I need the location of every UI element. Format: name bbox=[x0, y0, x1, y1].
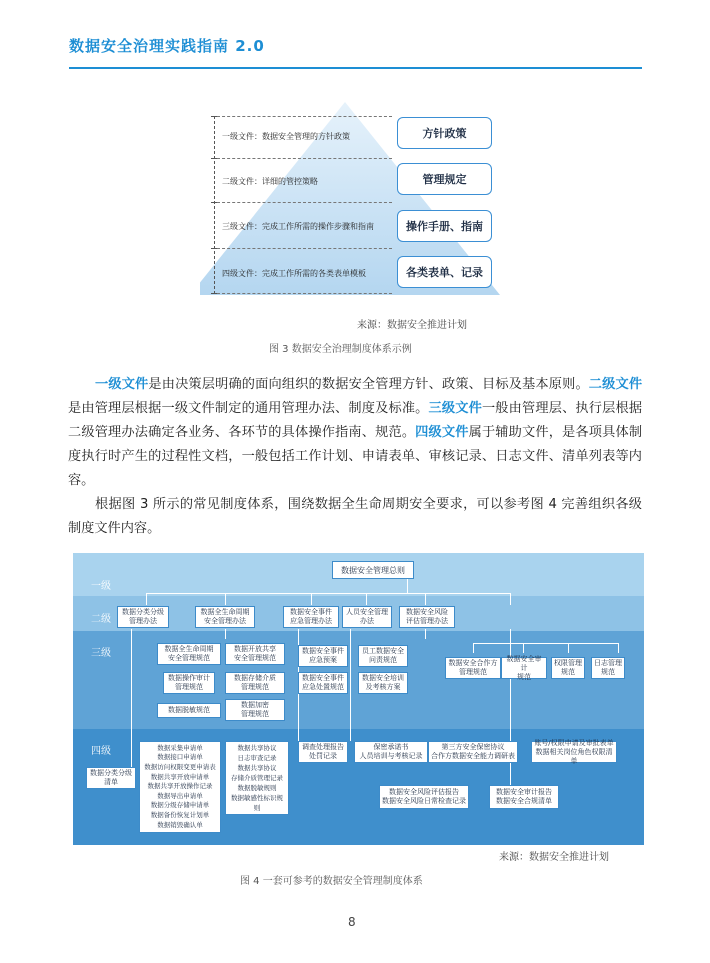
connector bbox=[510, 593, 511, 605]
box-lifecycle-forms: 数据采集申请单 数据接口申请单 数据访问权限变更申请表 数据共享开放申请单 数据共享开放操作记录 数据导出申请单 数据分级存储申请单 数据备份恢复计划单 数据销毁确认单 bbox=[139, 741, 221, 833]
box-partner-spec: 数据安全合作方 管理规范 bbox=[445, 657, 501, 679]
connector bbox=[146, 593, 510, 594]
paragraph-text: 一般由管理层、执行层根据二级管理办法确定各业务、各环节的具体操作指南、规范。 bbox=[68, 401, 643, 440]
box-storage-records: 数据共享协议 日志审查记录 数据共享协议 存储介质管理记录 数据脱敏规则 数据敏感性标识规则 bbox=[225, 741, 289, 815]
box-permission-spec: 权限管理 规范 bbox=[551, 657, 585, 679]
highlight-level-3: 三级文件 bbox=[428, 401, 482, 416]
running-header-title: 数据安全治理实践指南 2.0 bbox=[69, 37, 265, 55]
box-third-party-agreements: 第三方安全保密协议 合作方数据安全能力调研表 bbox=[428, 741, 518, 763]
connector bbox=[523, 643, 524, 653]
connector bbox=[568, 643, 569, 653]
connector bbox=[366, 593, 367, 605]
connector bbox=[350, 629, 351, 741]
connector bbox=[618, 643, 619, 653]
body-paragraph-1 bbox=[68, 373, 642, 493]
box-security-general-rules: 数据安全管理总则 bbox=[332, 561, 414, 579]
level-3-label: 三级文件：完成工作所需的操作步骤和指南 bbox=[222, 222, 374, 231]
connector bbox=[473, 643, 474, 653]
connector bbox=[473, 643, 618, 644]
level-4-label: 四级文件：完成工作所需的各类表单模板 bbox=[222, 269, 366, 278]
box-personnel-records: 保密承诺书 人员培训与考核记录 bbox=[354, 741, 428, 763]
figure-4-diagram bbox=[73, 553, 644, 845]
highlight-level-4: 四级文件 bbox=[415, 425, 469, 440]
connector bbox=[225, 629, 226, 639]
box-risk-reports: 数据安全风险评估报告 数据安全风险日常检查记录 bbox=[379, 785, 469, 809]
level-2-box: 管理规定 bbox=[397, 163, 492, 195]
highlight-level-1: 一级文件 bbox=[95, 377, 149, 392]
paragraph-text: 属于辅助文件，是各项具体制度执行时产生的过程性文档，一般包括工作计划、申请表单、审核记录、日志文件、清单列表等内容。 bbox=[68, 425, 643, 488]
page-number: 8 bbox=[348, 915, 356, 929]
level-2-label: 二级文件：详细的管控策略 bbox=[222, 177, 318, 186]
body-paragraph-2: 根据图 3 所示的常见制度体系，围绕数据全生命周期安全要求，可以参考图 4 完善组织各级制度文件内容。 bbox=[68, 497, 642, 536]
box-classification-list: 数据分类分级 清单 bbox=[86, 767, 136, 789]
box-log-spec: 日志管理 规范 bbox=[591, 657, 625, 679]
highlight-level-2: 二级文件 bbox=[588, 377, 643, 392]
level-bracket-line bbox=[214, 116, 216, 294]
box-accountability-spec: 员工数据安全 问责规范 bbox=[358, 645, 408, 667]
figure-3-caption: 图 3 数据安全治理制度体系示例 bbox=[269, 344, 412, 355]
box-classification-measures: 数据分类分级 管理办法 bbox=[117, 606, 169, 628]
box-desensitization-spec: 数据脱敏规范 bbox=[157, 703, 221, 718]
level-3-box: 操作手册、指南 bbox=[397, 210, 492, 242]
box-sharing-spec: 数据开放共享 安全管理规范 bbox=[225, 643, 285, 665]
band-label-1: 一级 bbox=[91, 581, 111, 592]
level-divider bbox=[217, 293, 392, 294]
connector bbox=[131, 629, 132, 779]
box-encryption-spec: 数据加密 管理规范 bbox=[225, 699, 285, 721]
box-audit-spec: 数据安全审计 规范 bbox=[501, 657, 547, 679]
box-lifecycle-spec: 数据全生命周期 安全管理规范 bbox=[157, 643, 221, 665]
box-storage-media-spec: 数据存储介质 管理规范 bbox=[225, 672, 285, 694]
connector bbox=[311, 593, 312, 605]
level-divider bbox=[217, 248, 392, 249]
level-divider bbox=[217, 202, 392, 203]
level-divider bbox=[217, 158, 392, 159]
box-incident-plan: 数据安全事件 应急预案 bbox=[298, 645, 348, 667]
paragraph-text: 是由决策层明确的面向组织的数据安全管理方针、政策、目标及基本原则。 bbox=[148, 377, 589, 392]
figure-4-caption: 图 4 一套可参考的数据安全管理制度体系 bbox=[240, 876, 423, 887]
band-label-4: 四级 bbox=[91, 746, 111, 757]
level-divider bbox=[217, 116, 392, 117]
box-incident-measures: 数据安全事件 应急管理办法 bbox=[283, 606, 339, 628]
box-lifecycle-measures: 数据全生命周期 安全管理办法 bbox=[195, 606, 255, 628]
box-audit-operation-spec: 数据操作审计 管理规范 bbox=[163, 672, 215, 694]
box-permission-forms: 账号/权限申请及审批表单 数据相关岗位角色权限清单 bbox=[531, 741, 617, 763]
box-personnel-measures: 人员安全管理 办法 bbox=[342, 606, 392, 628]
level-1-box: 方针政策 bbox=[397, 117, 492, 149]
connector bbox=[425, 593, 426, 605]
level-1-label: 一级文件：数据安全管理的方针政策 bbox=[222, 132, 350, 141]
box-audit-reports: 数据安全审计报告 数据安全合规清单 bbox=[489, 785, 559, 809]
connector bbox=[146, 593, 147, 605]
box-training-plan: 数据安全培训 及考核方案 bbox=[358, 672, 408, 694]
figure-3-source: 来源：数据安全推进计划 bbox=[357, 320, 467, 331]
band-label-3: 三级 bbox=[91, 648, 111, 659]
figure-4-source: 来源：数据安全推进计划 bbox=[499, 852, 609, 863]
connector bbox=[425, 629, 426, 639]
paragraph-text: 是由管理层根据一级文件制定的通用管理办法、制度及标准。 bbox=[68, 401, 429, 416]
box-incident-handling-spec: 数据安全事件 应急处置规范 bbox=[298, 672, 348, 694]
box-risk-assessment-measures: 数据安全风险 评估管理办法 bbox=[399, 606, 455, 628]
connector bbox=[225, 593, 226, 605]
box-incident-reports: 调查处理报告 处罚记录 bbox=[298, 741, 348, 763]
band-label-2: 二级 bbox=[91, 614, 111, 625]
connector bbox=[407, 579, 408, 593]
figure-3 bbox=[0, 0, 710, 350]
level-4-box: 各类表单、记录 bbox=[397, 256, 492, 288]
